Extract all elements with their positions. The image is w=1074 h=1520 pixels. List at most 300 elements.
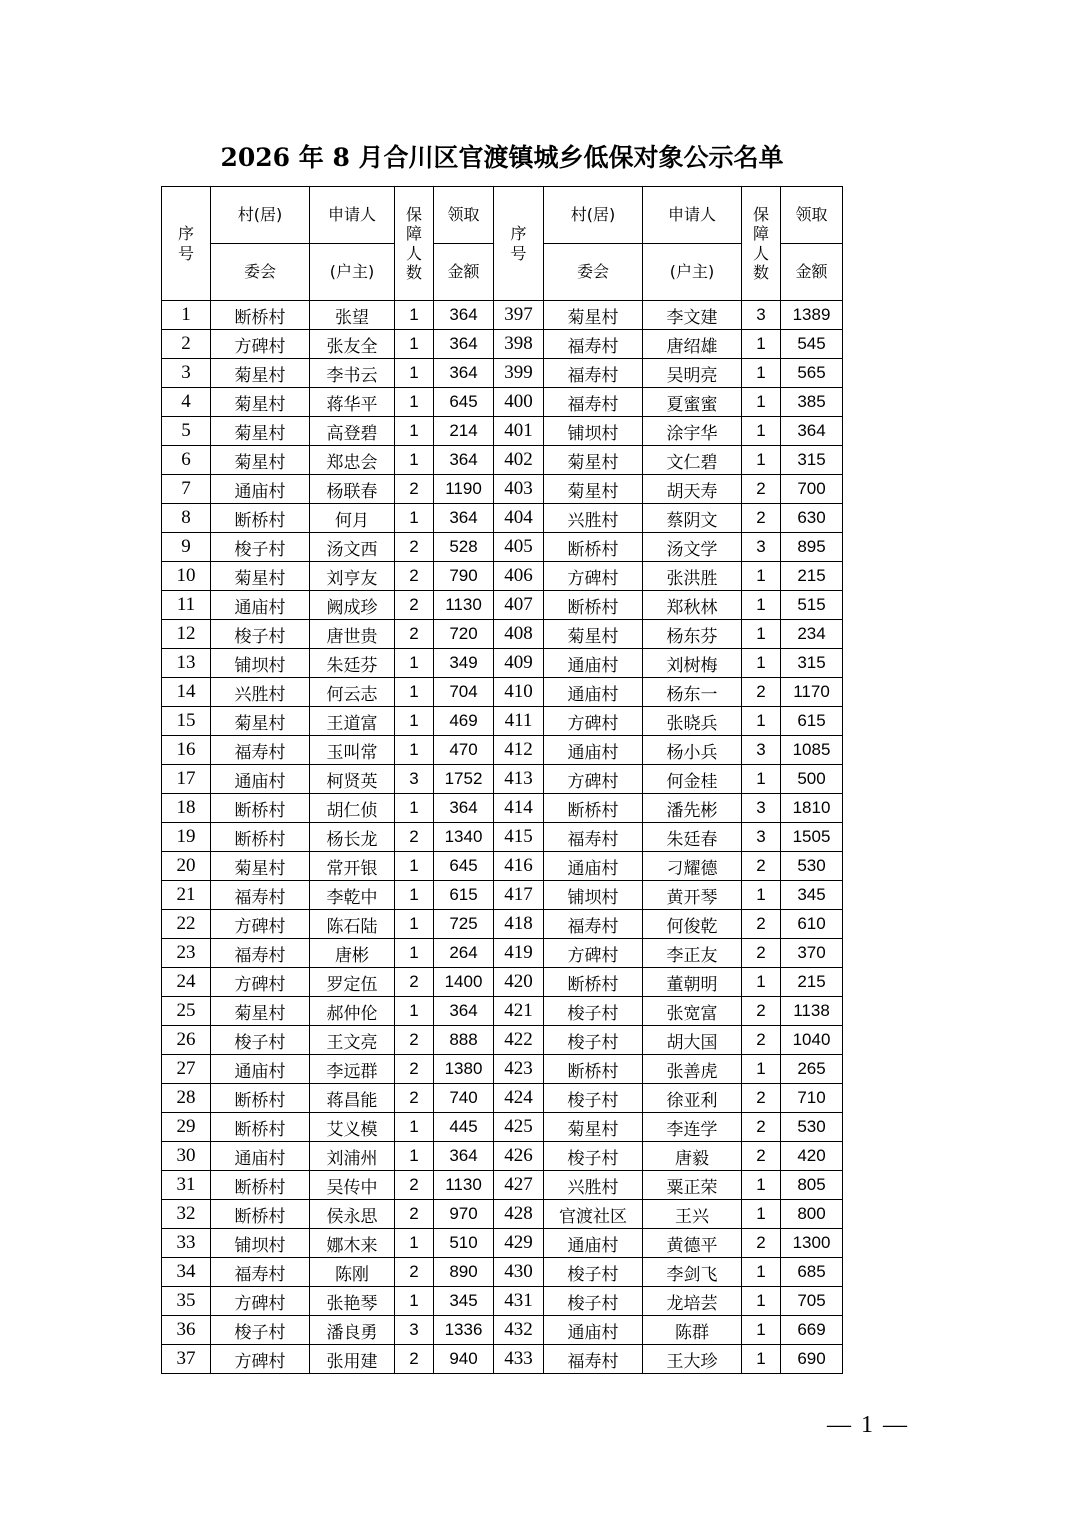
cell-amount: 315 [781, 649, 843, 678]
cell-persons: 2 [742, 678, 781, 707]
cell-amount: 615 [781, 707, 843, 736]
cell-amount: 510 [434, 1229, 494, 1258]
cell-amount: 645 [434, 388, 494, 417]
cell-applicant: 何月 [310, 504, 395, 533]
cell-seq: 431 [494, 1287, 544, 1316]
cell-seq: 30 [162, 1142, 211, 1171]
cell-village: 菊星村 [211, 997, 310, 1026]
cell-amount: 530 [781, 852, 843, 881]
cell-applicant: 胡天寿 [643, 475, 742, 504]
table-row [162, 1026, 843, 1055]
cell-seq: 3 [162, 359, 211, 388]
cell-amount: 705 [781, 1287, 843, 1316]
cell-applicant: 张望 [310, 301, 395, 330]
cell-seq: 412 [494, 736, 544, 765]
cell-persons: 2 [395, 475, 434, 504]
cell-village: 菊星村 [211, 417, 310, 446]
cell-applicant: 唐毅 [643, 1142, 742, 1171]
cell-persons: 1 [395, 1229, 434, 1258]
cell-persons: 1 [395, 446, 434, 475]
table-row [162, 1287, 843, 1316]
cell-persons: 1 [742, 446, 781, 475]
cell-seq: 28 [162, 1084, 211, 1113]
table-row [162, 852, 843, 881]
cell-applicant: 张宽富 [643, 997, 742, 1026]
table-row [162, 1345, 843, 1374]
cell-persons: 1 [742, 649, 781, 678]
cell-amount: 1752 [434, 765, 494, 794]
cell-seq: 8 [162, 504, 211, 533]
cell-village: 铺坝村 [211, 649, 310, 678]
cell-applicant: 朱廷芬 [310, 649, 395, 678]
cell-village: 通庙村 [544, 736, 643, 765]
cell-amount: 1040 [781, 1026, 843, 1055]
cell-amount: 345 [434, 1287, 494, 1316]
table-row [162, 997, 843, 1026]
cell-seq: 32 [162, 1200, 211, 1229]
cell-persons: 1 [742, 359, 781, 388]
cell-village: 梭子村 [544, 1084, 643, 1113]
table-row [162, 475, 843, 504]
cell-persons: 3 [395, 1316, 434, 1345]
cell-amount: 970 [434, 1200, 494, 1229]
cell-seq: 433 [494, 1345, 544, 1374]
cell-persons: 1 [395, 881, 434, 910]
cell-persons: 1 [395, 736, 434, 765]
cell-amount: 645 [434, 852, 494, 881]
table-body [162, 301, 843, 1374]
header-applicant-bottom: (户主) [643, 244, 742, 301]
cell-amount: 500 [781, 765, 843, 794]
cell-persons: 1 [395, 910, 434, 939]
cell-persons: 1 [742, 707, 781, 736]
cell-amount: 370 [781, 939, 843, 968]
cell-applicant: 汤文西 [310, 533, 395, 562]
cell-seq: 408 [494, 620, 544, 649]
cell-seq: 35 [162, 1287, 211, 1316]
cell-village: 福寿村 [544, 330, 643, 359]
cell-village: 断桥村 [211, 794, 310, 823]
cell-seq: 11 [162, 591, 211, 620]
cell-applicant: 杨联春 [310, 475, 395, 504]
cell-persons: 1 [742, 620, 781, 649]
cell-village: 菊星村 [544, 446, 643, 475]
header-applicant-top: 申请人 [643, 187, 742, 244]
header-village-top: 村(居) [544, 187, 643, 244]
cell-amount: 364 [434, 1142, 494, 1171]
cell-persons: 1 [742, 417, 781, 446]
cell-village: 断桥村 [544, 591, 643, 620]
cell-seq: 413 [494, 765, 544, 794]
cell-amount: 1389 [781, 301, 843, 330]
cell-applicant: 唐世贵 [310, 620, 395, 649]
cell-village: 梭子村 [211, 1316, 310, 1345]
cell-applicant: 胡仁侦 [310, 794, 395, 823]
cell-applicant: 何金桂 [643, 765, 742, 794]
cell-amount: 805 [781, 1171, 843, 1200]
cell-amount: 720 [434, 620, 494, 649]
cell-seq: 425 [494, 1113, 544, 1142]
cell-persons: 3 [742, 533, 781, 562]
cell-village: 梭子村 [211, 533, 310, 562]
cell-applicant: 蒋昌能 [310, 1084, 395, 1113]
cell-seq: 20 [162, 852, 211, 881]
cell-amount: 215 [781, 562, 843, 591]
cell-amount: 215 [781, 968, 843, 997]
cell-amount: 669 [781, 1316, 843, 1345]
cell-village: 断桥村 [211, 301, 310, 330]
cell-persons: 1 [395, 417, 434, 446]
cell-persons: 1 [395, 388, 434, 417]
cell-village: 官渡社区 [544, 1200, 643, 1229]
cell-applicant: 常开银 [310, 852, 395, 881]
cell-village: 方碑村 [544, 707, 643, 736]
cell-amount: 265 [781, 1055, 843, 1084]
cell-applicant: 夏蜜蜜 [643, 388, 742, 417]
cell-village: 福寿村 [211, 1258, 310, 1287]
cell-amount: 1190 [434, 475, 494, 504]
cell-amount: 800 [781, 1200, 843, 1229]
cell-seq: 27 [162, 1055, 211, 1084]
cell-seq: 21 [162, 881, 211, 910]
cell-applicant: 陈刚 [310, 1258, 395, 1287]
cell-applicant: 张艳琴 [310, 1287, 395, 1316]
cell-amount: 1400 [434, 968, 494, 997]
cell-persons: 1 [395, 1142, 434, 1171]
cell-applicant: 王道富 [310, 707, 395, 736]
cell-village: 断桥村 [211, 1171, 310, 1200]
cell-applicant: 汤文学 [643, 533, 742, 562]
cell-village: 断桥村 [544, 794, 643, 823]
header-village-bottom: 委会 [544, 244, 643, 301]
cell-persons: 2 [395, 620, 434, 649]
cell-seq: 26 [162, 1026, 211, 1055]
cell-applicant: 李乾中 [310, 881, 395, 910]
cell-amount: 530 [781, 1113, 843, 1142]
cell-persons: 1 [742, 765, 781, 794]
cell-amount: 515 [781, 591, 843, 620]
cell-village: 福寿村 [544, 823, 643, 852]
cell-seq: 15 [162, 707, 211, 736]
cell-seq: 19 [162, 823, 211, 852]
header-seq: 序 号 [162, 187, 211, 301]
page-number: — 1 — [827, 1412, 909, 1438]
cell-seq: 417 [494, 881, 544, 910]
cell-applicant: 王文亮 [310, 1026, 395, 1055]
cell-seq: 9 [162, 533, 211, 562]
header-village-top: 村(居) [211, 187, 310, 244]
cell-persons: 2 [742, 997, 781, 1026]
table-row [162, 968, 843, 997]
cell-village: 方碑村 [544, 765, 643, 794]
cell-village: 菊星村 [544, 1113, 643, 1142]
document-title: 2026 年 8 月合川区官渡镇城乡低保对象公示名单 [220, 143, 784, 172]
cell-seq: 399 [494, 359, 544, 388]
cell-amount: 315 [781, 446, 843, 475]
cell-persons: 2 [742, 910, 781, 939]
cell-applicant: 粟正荣 [643, 1171, 742, 1200]
cell-village: 铺坝村 [544, 881, 643, 910]
cell-seq: 24 [162, 968, 211, 997]
header-amount-top: 领取 [434, 187, 494, 244]
cell-persons: 1 [742, 881, 781, 910]
cell-seq: 427 [494, 1171, 544, 1200]
cell-applicant: 高登碧 [310, 417, 395, 446]
cell-persons: 2 [395, 1026, 434, 1055]
cell-amount: 690 [781, 1345, 843, 1374]
cell-persons: 1 [742, 1287, 781, 1316]
cell-village: 方碑村 [211, 968, 310, 997]
cell-applicant: 文仁碧 [643, 446, 742, 475]
cell-persons: 1 [395, 359, 434, 388]
cell-village: 断桥村 [544, 1055, 643, 1084]
cell-persons: 1 [742, 591, 781, 620]
cell-village: 断桥村 [211, 1113, 310, 1142]
cell-village: 通庙村 [211, 591, 310, 620]
header-persons: 保 障 人 数 [742, 187, 781, 301]
cell-seq: 422 [494, 1026, 544, 1055]
cell-applicant: 侯永思 [310, 1200, 395, 1229]
cell-amount: 895 [781, 533, 843, 562]
cell-persons: 3 [742, 794, 781, 823]
cell-persons: 2 [742, 1113, 781, 1142]
cell-village: 梭子村 [544, 1026, 643, 1055]
cell-applicant: 杨东芬 [643, 620, 742, 649]
cell-village: 断桥村 [544, 968, 643, 997]
cell-village: 方碑村 [544, 562, 643, 591]
cell-persons: 1 [395, 504, 434, 533]
cell-seq: 403 [494, 475, 544, 504]
cell-applicant: 柯贤英 [310, 765, 395, 794]
cell-seq: 406 [494, 562, 544, 591]
cell-persons: 2 [395, 533, 434, 562]
cell-amount: 565 [781, 359, 843, 388]
table-row [162, 620, 843, 649]
cell-persons: 3 [742, 823, 781, 852]
cell-seq: 13 [162, 649, 211, 678]
cell-village: 方碑村 [211, 330, 310, 359]
cell-applicant: 吴传中 [310, 1171, 395, 1200]
cell-village: 兴胜村 [211, 678, 310, 707]
cell-village: 福寿村 [211, 736, 310, 765]
cell-amount: 685 [781, 1258, 843, 1287]
cell-persons: 1 [395, 794, 434, 823]
cell-amount: 890 [434, 1258, 494, 1287]
cell-village: 福寿村 [544, 388, 643, 417]
cell-seq: 423 [494, 1055, 544, 1084]
cell-seq: 14 [162, 678, 211, 707]
cell-persons: 2 [395, 1055, 434, 1084]
cell-applicant: 黄德平 [643, 1229, 742, 1258]
table-row [162, 1200, 843, 1229]
cell-seq: 411 [494, 707, 544, 736]
cell-village: 梭子村 [544, 1258, 643, 1287]
table-row [162, 1171, 843, 1200]
cell-amount: 1336 [434, 1316, 494, 1345]
cell-applicant: 蒋华平 [310, 388, 395, 417]
cell-seq: 410 [494, 678, 544, 707]
cell-applicant: 郝仲伦 [310, 997, 395, 1026]
cell-village: 断桥村 [211, 1200, 310, 1229]
cell-amount: 364 [434, 997, 494, 1026]
cell-applicant: 何俊乾 [643, 910, 742, 939]
table-row [162, 910, 843, 939]
cell-persons: 2 [395, 562, 434, 591]
table-row [162, 1316, 843, 1345]
cell-seq: 407 [494, 591, 544, 620]
table-row [162, 301, 843, 330]
cell-seq: 414 [494, 794, 544, 823]
cell-applicant: 潘良勇 [310, 1316, 395, 1345]
cell-applicant: 娜木来 [310, 1229, 395, 1258]
cell-amount: 630 [781, 504, 843, 533]
cell-applicant: 潘先彬 [643, 794, 742, 823]
cell-village: 菊星村 [544, 301, 643, 330]
cell-applicant: 李连学 [643, 1113, 742, 1142]
cell-seq: 419 [494, 939, 544, 968]
cell-persons: 1 [742, 330, 781, 359]
cell-applicant: 刘树梅 [643, 649, 742, 678]
cell-village: 梭子村 [211, 1026, 310, 1055]
table-row [162, 533, 843, 562]
cell-seq: 23 [162, 939, 211, 968]
cell-seq: 17 [162, 765, 211, 794]
cell-applicant: 唐绍雄 [643, 330, 742, 359]
cell-persons: 1 [742, 388, 781, 417]
cell-applicant: 涂宇华 [643, 417, 742, 446]
cell-amount: 528 [434, 533, 494, 562]
cell-village: 断桥村 [211, 504, 310, 533]
table-row [162, 417, 843, 446]
table-row [162, 881, 843, 910]
cell-seq: 37 [162, 1345, 211, 1374]
cell-village: 通庙村 [544, 678, 643, 707]
cell-amount: 704 [434, 678, 494, 707]
cell-applicant: 李剑飞 [643, 1258, 742, 1287]
cell-persons: 2 [742, 939, 781, 968]
cell-seq: 415 [494, 823, 544, 852]
cell-seq: 7 [162, 475, 211, 504]
cell-seq: 428 [494, 1200, 544, 1229]
cell-amount: 349 [434, 649, 494, 678]
cell-amount: 1138 [781, 997, 843, 1026]
cell-applicant: 徐亚利 [643, 1084, 742, 1113]
cell-applicant: 张洪胜 [643, 562, 742, 591]
cell-persons: 1 [395, 997, 434, 1026]
table-row [162, 330, 843, 359]
header-amount-bottom: 金额 [781, 244, 843, 301]
cell-applicant: 黄开琴 [643, 881, 742, 910]
cell-amount: 385 [781, 388, 843, 417]
cell-seq: 18 [162, 794, 211, 823]
cell-applicant: 李远群 [310, 1055, 395, 1084]
cell-village: 福寿村 [544, 359, 643, 388]
cell-applicant: 王兴 [643, 1200, 742, 1229]
cell-village: 方碑村 [544, 939, 643, 968]
recipient-table [161, 186, 843, 1374]
cell-seq: 397 [494, 301, 544, 330]
table-row [162, 446, 843, 475]
cell-village: 通庙村 [211, 475, 310, 504]
cell-seq: 416 [494, 852, 544, 881]
cell-applicant: 何云志 [310, 678, 395, 707]
cell-seq: 29 [162, 1113, 211, 1142]
cell-seq: 22 [162, 910, 211, 939]
table-row [162, 1055, 843, 1084]
cell-persons: 1 [395, 852, 434, 881]
cell-amount: 1810 [781, 794, 843, 823]
cell-applicant: 唐彬 [310, 939, 395, 968]
cell-amount: 264 [434, 939, 494, 968]
cell-persons: 3 [395, 765, 434, 794]
cell-amount: 700 [781, 475, 843, 504]
cell-seq: 33 [162, 1229, 211, 1258]
cell-applicant: 郑秋林 [643, 591, 742, 620]
cell-persons: 2 [395, 1258, 434, 1287]
cell-amount: 364 [434, 446, 494, 475]
cell-seq: 398 [494, 330, 544, 359]
cell-seq: 1 [162, 301, 211, 330]
cell-amount: 364 [434, 359, 494, 388]
cell-village: 兴胜村 [544, 1171, 643, 1200]
cell-persons: 1 [742, 1258, 781, 1287]
table-row [162, 707, 843, 736]
cell-seq: 31 [162, 1171, 211, 1200]
cell-applicant: 刘亨友 [310, 562, 395, 591]
cell-village: 铺坝村 [544, 417, 643, 446]
cell-seq: 405 [494, 533, 544, 562]
table-row [162, 504, 843, 533]
cell-persons: 2 [742, 1084, 781, 1113]
cell-applicant: 龙培芸 [643, 1287, 742, 1316]
cell-seq: 16 [162, 736, 211, 765]
cell-seq: 400 [494, 388, 544, 417]
cell-applicant: 刘浦州 [310, 1142, 395, 1171]
cell-village: 菊星村 [544, 475, 643, 504]
cell-applicant: 张晓兵 [643, 707, 742, 736]
header-amount-bottom: 金额 [434, 244, 494, 301]
table-row [162, 939, 843, 968]
header-village-bottom: 委会 [211, 244, 310, 301]
cell-persons: 1 [395, 939, 434, 968]
cell-village: 菊星村 [211, 562, 310, 591]
cell-amount: 940 [434, 1345, 494, 1374]
cell-village: 福寿村 [211, 939, 310, 968]
cell-village: 铺坝村 [211, 1229, 310, 1258]
cell-village: 福寿村 [544, 1345, 643, 1374]
cell-applicant: 胡大国 [643, 1026, 742, 1055]
cell-amount: 725 [434, 910, 494, 939]
cell-amount: 1340 [434, 823, 494, 852]
cell-persons: 1 [395, 678, 434, 707]
cell-applicant: 罗定伍 [310, 968, 395, 997]
cell-applicant: 陈石陆 [310, 910, 395, 939]
cell-village: 断桥村 [544, 533, 643, 562]
cell-persons: 2 [395, 1345, 434, 1374]
cell-amount: 1085 [781, 736, 843, 765]
cell-village: 通庙村 [544, 1316, 643, 1345]
cell-village: 断桥村 [211, 1084, 310, 1113]
cell-village: 梭子村 [211, 620, 310, 649]
cell-applicant: 张用建 [310, 1345, 395, 1374]
cell-persons: 1 [395, 707, 434, 736]
header-persons: 保 障 人 数 [395, 187, 434, 301]
cell-village: 梭子村 [544, 1287, 643, 1316]
cell-amount: 1505 [781, 823, 843, 852]
header-applicant-bottom: (户主) [310, 244, 395, 301]
cell-persons: 2 [742, 475, 781, 504]
cell-amount: 1130 [434, 591, 494, 620]
